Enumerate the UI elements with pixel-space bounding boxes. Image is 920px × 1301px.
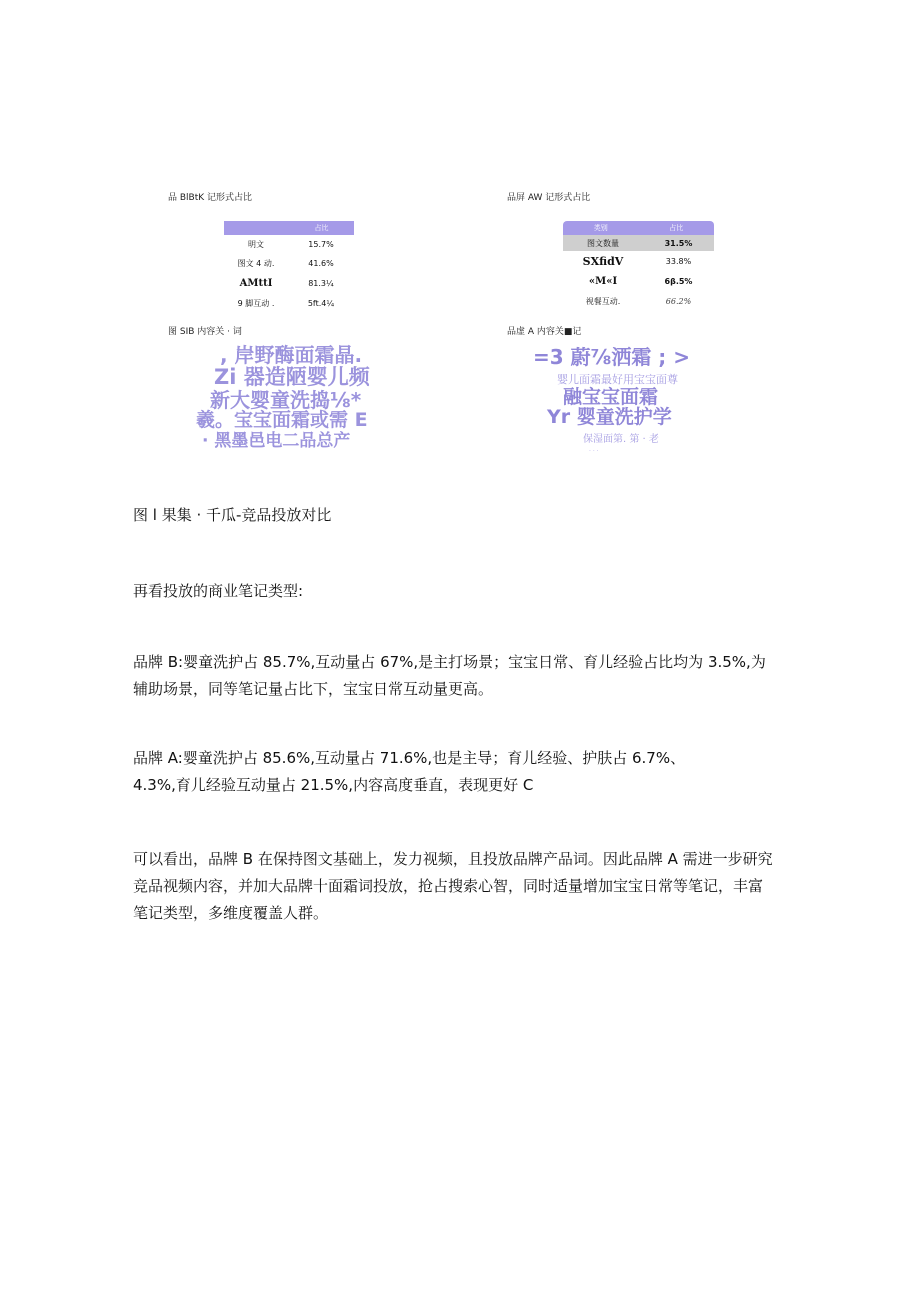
figure-caption: 图 l 果集 · 千瓜-竞品投放对比 [133, 506, 332, 524]
right-word-cloud [531, 347, 721, 455]
table-row [563, 235, 714, 251]
paragraph-line: 笔记类型，多维度覆盖人群。 [133, 904, 329, 922]
table-row [224, 293, 354, 313]
row-label: 9 脚互动 . [237, 298, 275, 308]
row-label: «M«I [588, 275, 618, 287]
row-value: 41.6% [308, 258, 334, 268]
table-row [563, 291, 714, 311]
header-cell: 占比 [314, 224, 329, 232]
row-value: 31.5% [664, 238, 693, 248]
table-row [224, 235, 354, 253]
table-row [224, 253, 354, 273]
paragraph-line: 4.3%,育儿经验互动量占 21.5%,内容高度垂直，表现更好 C [133, 776, 534, 794]
left-panel-title: 品 BlBtK 记形式占比 [168, 193, 253, 203]
conclusion-paragraph [133, 846, 773, 927]
cloud-word: 保湿面第. 第 · 老 [583, 434, 659, 445]
row-label: 图文数量 [587, 238, 619, 248]
left-format-table [224, 221, 354, 313]
paragraph-line: 辅助场景，同等笔记量占比下，宝宝日常互动量更高。 [133, 680, 494, 698]
paragraph-line: 品牌 B:婴童洗护占 85.7%,互动量占 67%,是主打场景；宝宝日常、育儿经验占比均为 3.5%,为 [133, 653, 766, 671]
cloud-word: · 黑墨邑电二品总产 [202, 431, 351, 451]
header-cell: 类别 [593, 224, 608, 232]
row-value: 15.7% [308, 239, 334, 249]
row-label: 视餐互动. [585, 296, 621, 306]
row-label: AMttI [239, 277, 273, 289]
cloud-word: Zi 器造陋婴儿频 [214, 365, 370, 389]
table-header [224, 221, 354, 235]
row-label: SXfidV [582, 254, 624, 268]
right-format-table [563, 221, 714, 311]
row-value: 66.2% [665, 296, 692, 306]
cloud-word: 新大婴童洗捣⅛* [210, 388, 362, 412]
cloud-word: Yr 婴童洗护学 [547, 406, 672, 428]
cloud-word: =3 蔚⅞洒霜 ; > [533, 345, 691, 369]
table-row [563, 251, 714, 271]
table-row [563, 271, 714, 291]
right-panel-title: 品屏 AW 记形式占比 [507, 193, 591, 203]
left-word-cloud [196, 345, 411, 450]
paragraph-line: 可以看出，品牌 B 在保持图文基础上，发力视频，且投放品牌产品词。因此品牌 A 需进一步研究 [133, 850, 773, 868]
right-cloud-title: 品虚 A 内容关■记 [507, 327, 582, 337]
table-row [224, 273, 354, 293]
brand-b-paragraph [133, 649, 766, 703]
row-label: 图文 4 动. [237, 258, 275, 268]
row-value: 6β.5% [664, 276, 693, 286]
cloud-word: · · · [589, 448, 599, 455]
left-cloud-title: 图 SIB 内容关 · 词 [168, 327, 242, 337]
row-label: 明文 [248, 239, 264, 249]
row-value: 81.3¼ [308, 278, 334, 288]
cloud-word: 羲。宝宝面霜或需 E [196, 409, 368, 431]
cloud-word: , 岸野酶面霜晶. [220, 343, 363, 367]
row-value: 5ft.4¼ [307, 298, 335, 308]
header-cell [224, 221, 289, 235]
header-cell: 占比 [669, 224, 684, 232]
paragraph-line: 竞品视频内容，并加大品牌十面霜词投放，抢占搜索心智，同时适量增加宝宝日常等笔记，丰富 [133, 877, 764, 895]
intro-text: 再看投放的商业笔记类型: [133, 582, 304, 600]
table-header [563, 221, 714, 235]
cloud-word: 婴儿面霜最好用宝宝面尊 [557, 373, 678, 386]
row-value: 33.8% [665, 256, 692, 266]
paragraph-line: 品牌 A:婴童洗护占 85.6%,互动量占 71.6%,也是主导；育儿经验、护肤占 6.7%、 [133, 749, 686, 767]
cloud-word: 融宝宝面霜 [563, 386, 659, 408]
brand-a-paragraph [133, 745, 685, 799]
